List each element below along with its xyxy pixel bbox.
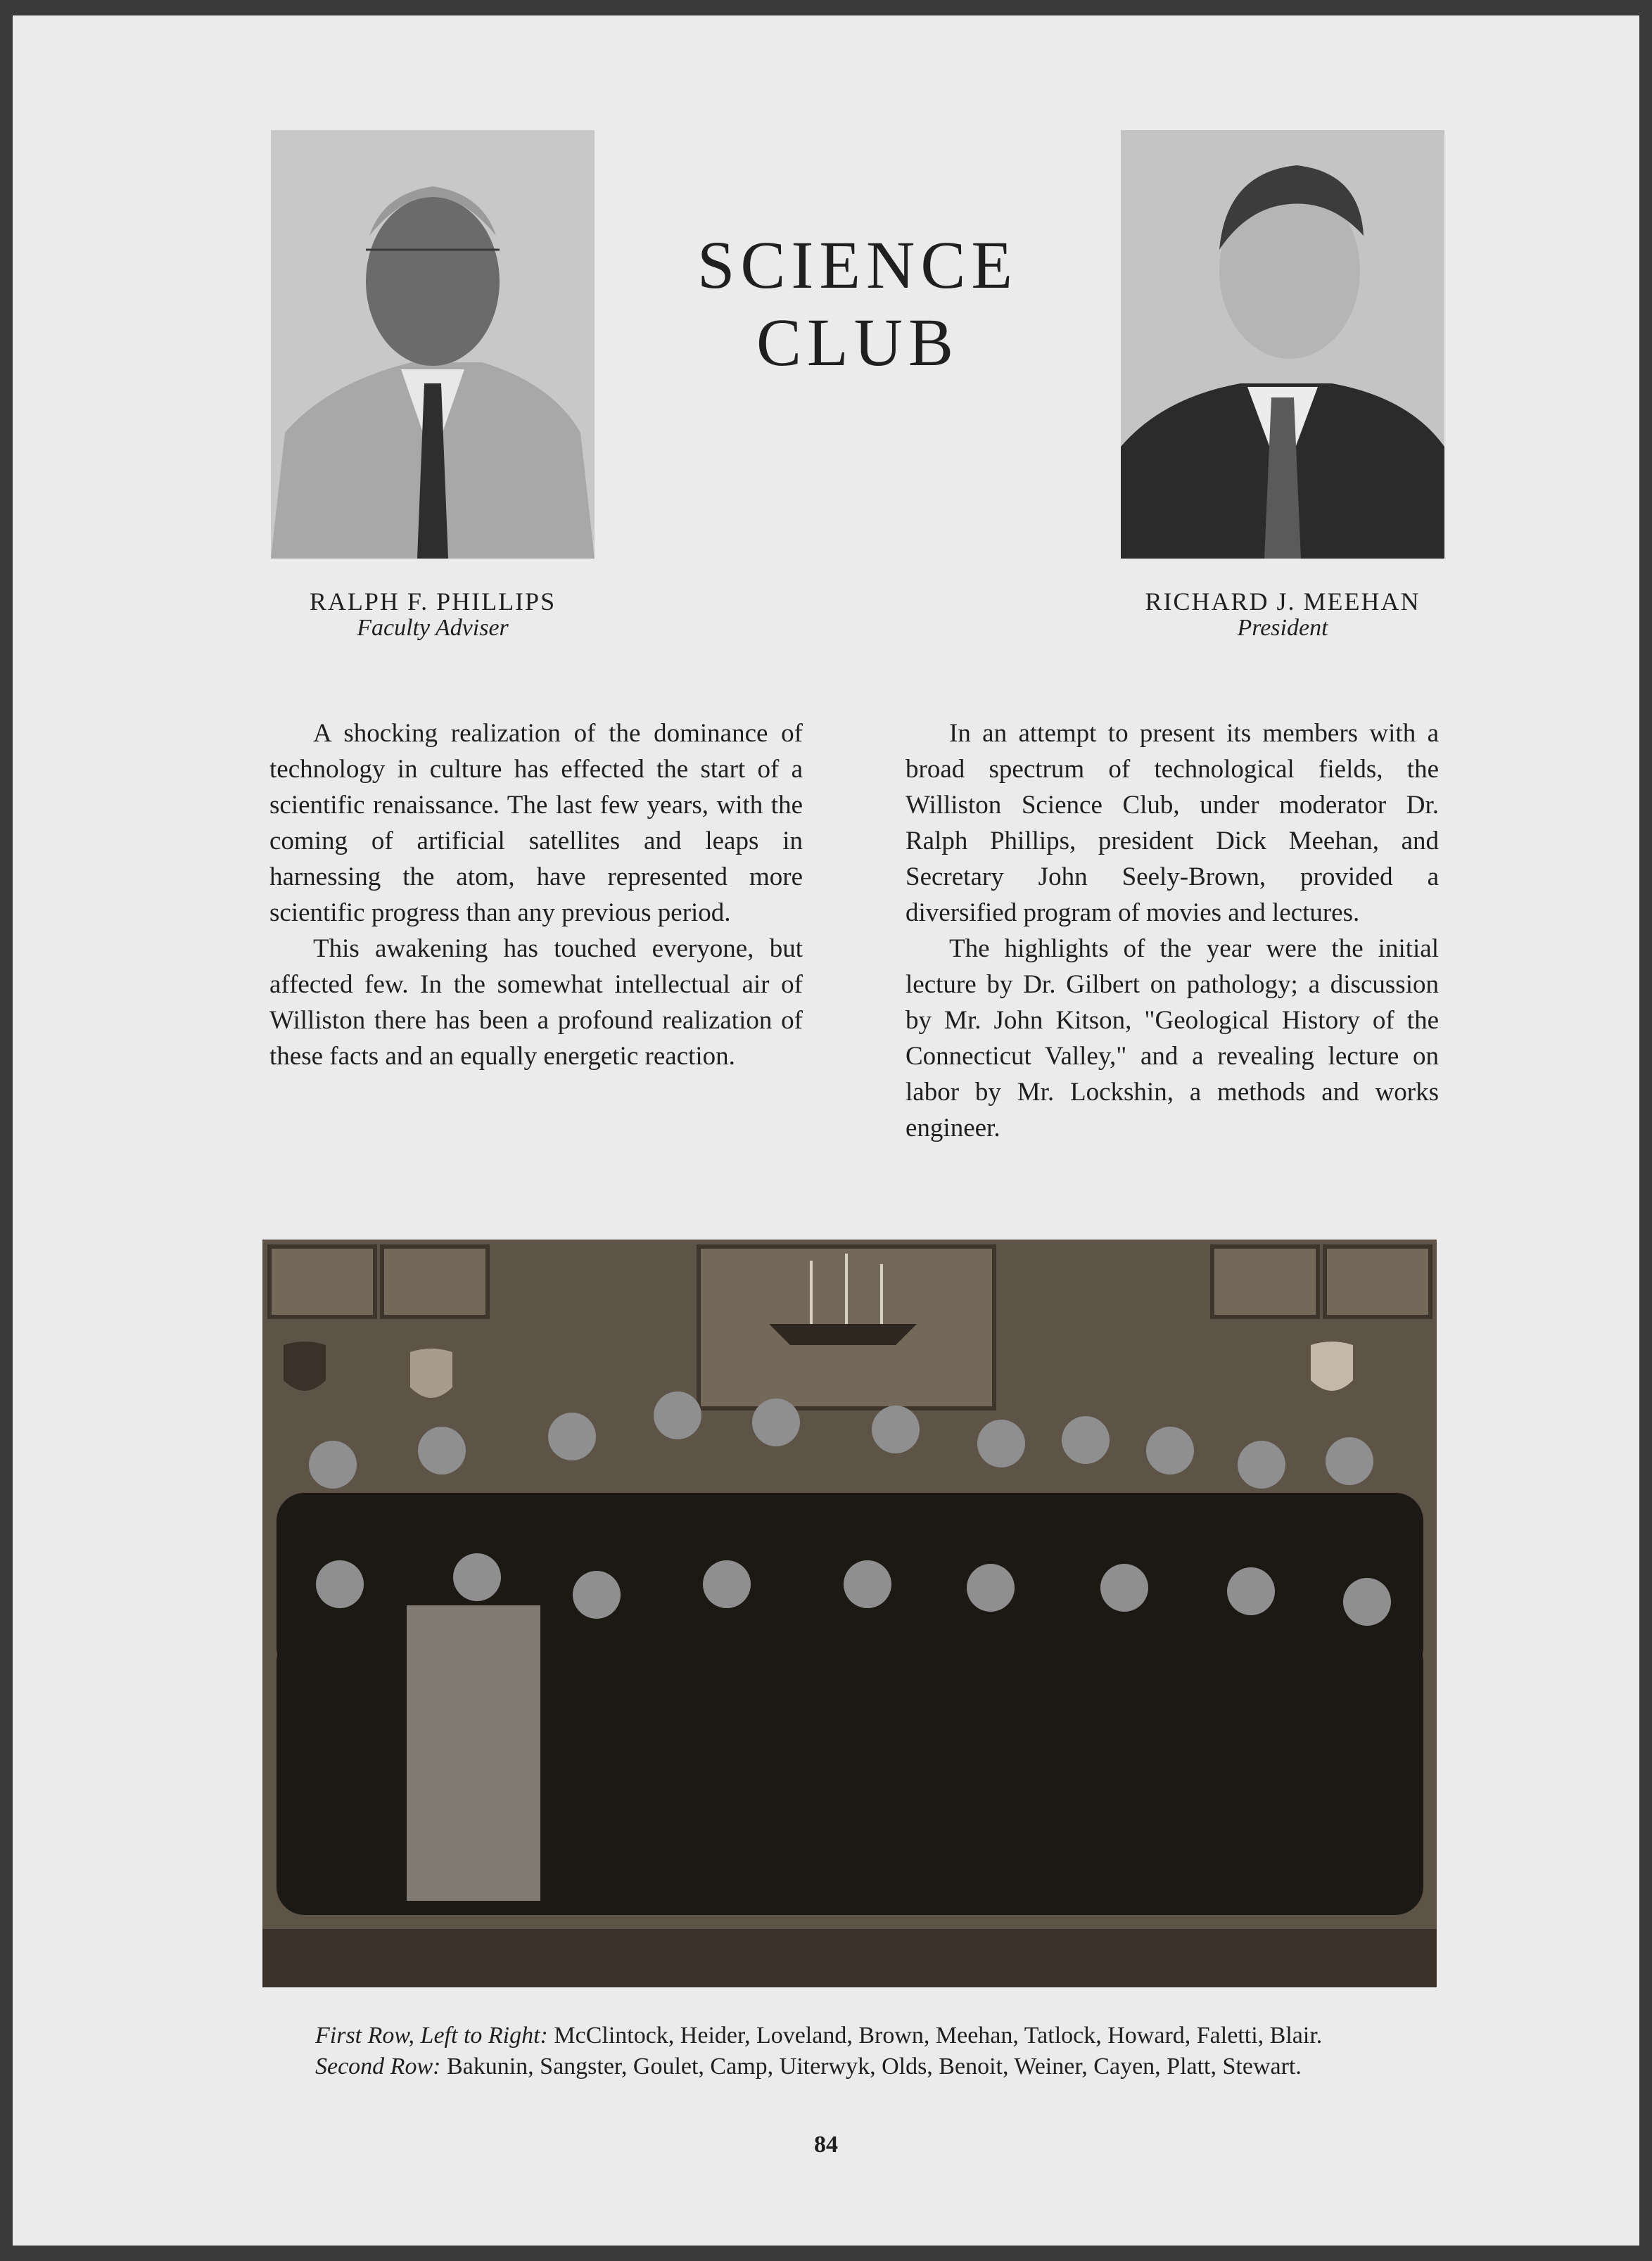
- body-paragraph: This awakening has touched everyone, but affected few. In the somewhat intellectual air of Williston there has been a profound realization of these facts and an equally energetic reaction.: [269, 934, 803, 1071]
- caption-row-2-names: Bakunin, Sangster, Goulet, Camp, Uiterwyk, Olds, Benoit, Weiner, Cayen, Platt, Stewart.: [446, 2053, 1302, 2080]
- yearbook-page: [13, 15, 1639, 2246]
- body-text-right-column: [906, 715, 1439, 1146]
- title-line-2: CLUB: [756, 305, 960, 380]
- group-photo-caption: [315, 2023, 1413, 2084]
- group-photo-illustration: [262, 1240, 1437, 1987]
- president-name: RICHARD J. MEEHAN: [1145, 587, 1421, 616]
- caption-row-2-label: Second Row:: [315, 2053, 441, 2080]
- club-group-photo: [262, 1240, 1437, 1987]
- page-number: 84: [814, 2132, 838, 2158]
- adviser-portrait-illustration: [271, 130, 595, 559]
- president-role: President: [1237, 615, 1328, 641]
- caption-row-2: [315, 2053, 1413, 2080]
- adviser-portrait-photo: [271, 130, 595, 559]
- adviser-role: Faculty Adviser: [357, 615, 509, 641]
- body-text-left-column: [269, 715, 803, 1074]
- president-portrait-illustration: [1121, 130, 1444, 559]
- page-title: [595, 227, 1121, 381]
- president-portrait-photo: [1121, 130, 1444, 559]
- body-paragraph: The highlights of the year were the initial lecture by Dr. Gilbert on pathology; a discussion by Mr. John Kitson, "Geological History of the Connecticut Valley," and a revealing lecture on labor by Mr. Lockshin, a methods and works engineer.: [906, 934, 1439, 1142]
- caption-row-1: [315, 2023, 1413, 2049]
- body-paragraph: A shocking realization of the dominance of technology in culture has effected the start of a scientific renaissance. The last few years, with the coming of artificial satellites and leaps in harnessing the atom, have represented more scientific progress than any previous period.: [269, 719, 803, 927]
- adviser-name: RALPH F. PHILLIPS: [309, 587, 557, 616]
- caption-row-1-label: First Row, Left to Right:: [315, 2023, 548, 2049]
- body-paragraph: In an attempt to present its members with a broad spectrum of technological fields, the Williston Science Club, under moderator Dr. Ralph Phillips, president Dick Meehan, and Secretary John Seely-Brown, provided a diversified program of movies and lectures.: [906, 719, 1439, 927]
- caption-row-1-names: McClintock, Heider, Loveland, Brown, Meehan, Tatlock, Howard, Faletti, Blair.: [554, 2023, 1323, 2049]
- title-line-1: SCIENCE: [697, 227, 1019, 302]
